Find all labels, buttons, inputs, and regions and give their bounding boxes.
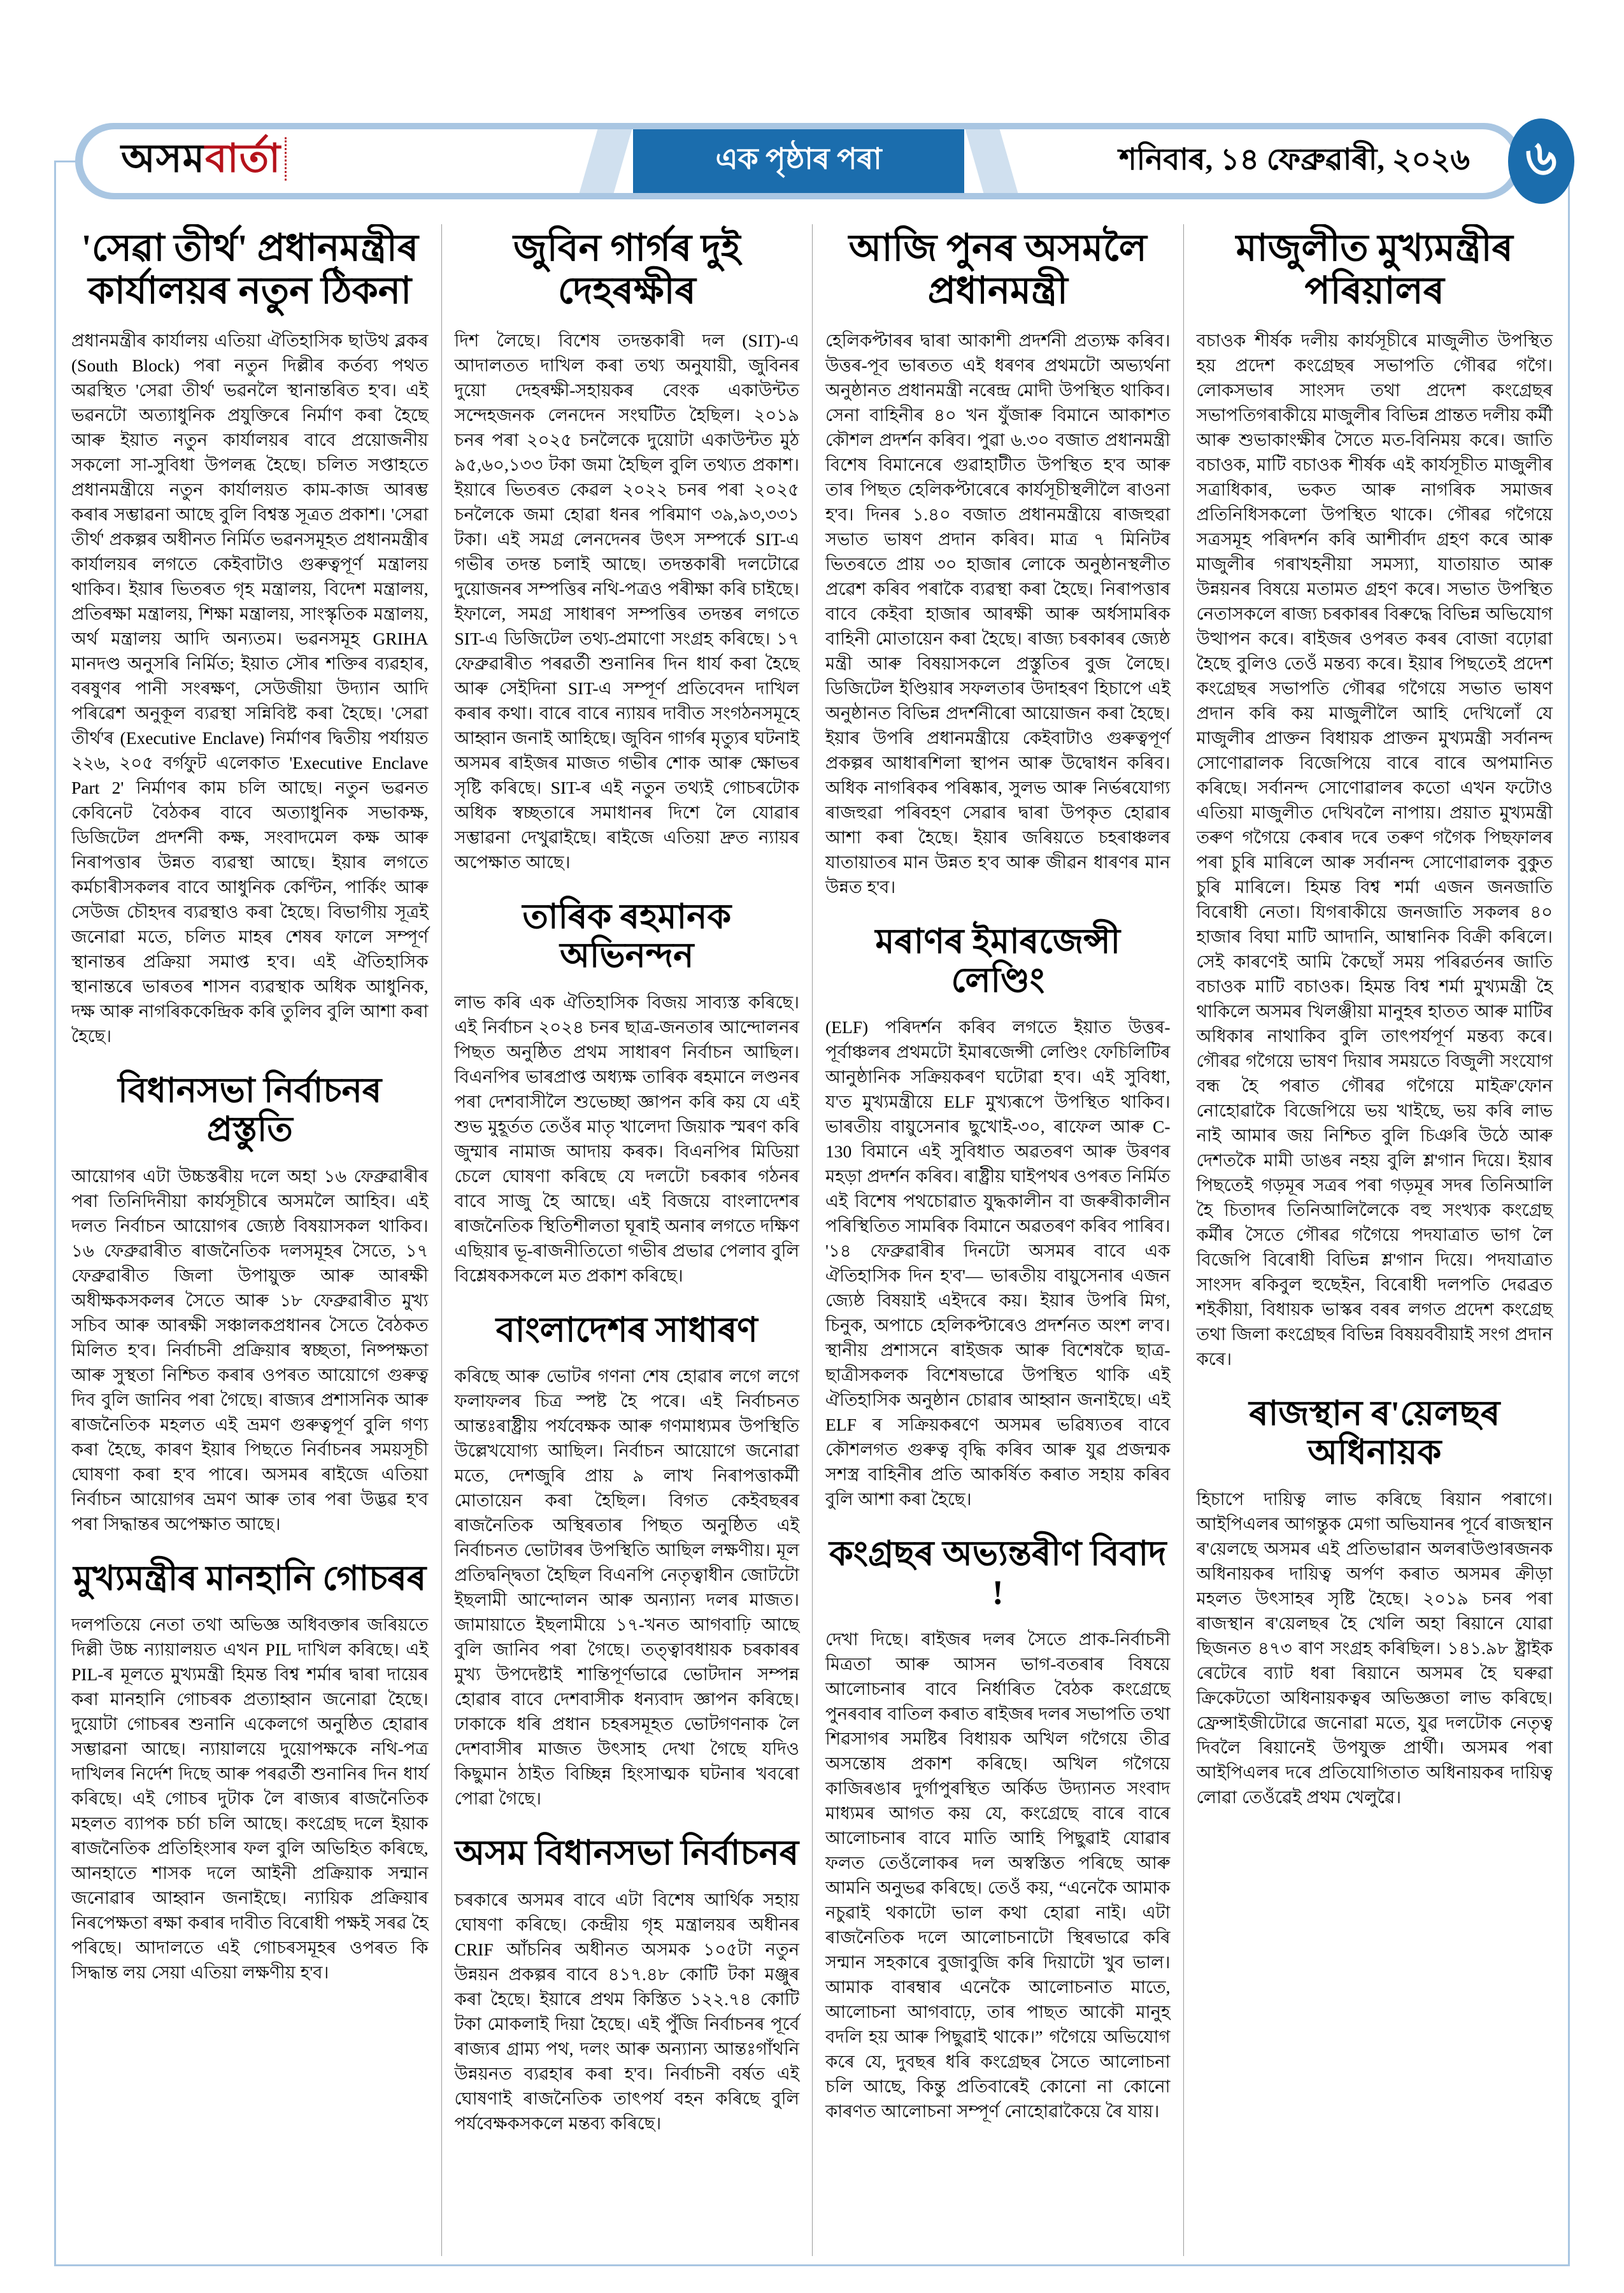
article-headline: তাৰিক ৰহমানক অভিনন্দন	[522, 897, 732, 975]
article-headline: অসম বিধানসভা নিৰ্বাচনৰ	[455, 1834, 799, 1873]
article-rajasthan-royals-captain	[1197, 1394, 1553, 1810]
article-moran-emergency-landing	[825, 922, 1171, 1511]
section-banner	[633, 129, 964, 193]
article-body: হেলিকপ্টাৰৰ দ্বাৰা আকাশী প্ৰদৰ্শনী প্ৰত্যক্ষ কৰিব। উত্তৰ-পূব ভাৰতত এই ধৰণৰ প্ৰথমটো অভ্যৰ্থনা অনুষ্ঠানত প্ৰধানমন্ত্ৰী নৰেন্দ্ৰ মোদী উপস্থিত থাকিব। সেনা বাহিনীৰ ৪০ খন যুঁজাৰু বিমানে আকাশত কৌশল প্ৰদৰ্শন কৰিব। পুৱা ৬.৩০ বজাত প্ৰধানমন্ত্ৰী বিশেষ বিমানেৰে গুৱাহাটীত উপস্থিত হ'ব আৰু তাৰ পিছত হেলিকপ্টাৰেৰে কাৰ্যসূচীস্থলীলৈ ৰাওনা হ'ব। দিনৰ ১.৪০ বজাত প্ৰধানমন্ত্ৰীয়ে ৰাজহুৱা সভাত ভাষণ প্ৰদান কৰিব। মাত্ৰ ৭ মিনিটৰ ভিতৰতে প্ৰায় ৩০ হাজাৰ লোকে অনুষ্ঠানস্থলীত প্ৰৱেশ কৰিব পৰাকৈ ব্যৱস্থা কৰা হৈছে। নিৰাপত্তাৰ বাবে কেইবা হাজাৰ আৰক্ষী আৰু অৰ্ধসামৰিক বাহিনী মোতায়েন কৰা হৈছে। ৰাজ্য চৰকাৰৰ জ্যেষ্ঠ মন্ত্ৰী আৰু বিষয়াসকলে প্ৰস্তুতিৰ বুজ লৈছে। ডিজিটেল ইণ্ডিয়াৰ সফলতাৰ উদাহৰণ হিচাপে এই অনুষ্ঠানত বিভিন্ন প্ৰদৰ্শনীৰো আয়োজন কৰা হৈছে। ইয়াৰ উপৰি প্ৰধানমন্ত্ৰীয়ে কেইবাটাও গুৰুত্বপূৰ্ণ প্ৰকল্পৰ আধাৰশিলা স্থাপন আৰু উদ্বোধন কৰিব। অধিক নাগৰিকৰ পৰিষ্কাৰ, সুলভ আৰু নিৰ্ভৰযোগ্য ৰাজহুৱা পৰিবহণ সেৱাৰ দ্বাৰা উপকৃত হোৱাৰ আশা কৰা হৈছে। ইয়াৰ জৰিয়তে চহৰাঞ্চলৰ যাতায়াতৰ মান উন্নত হ'ব আৰু জীৱন ধাৰণৰ মান উন্নত হ'ব।	[825, 330, 1171, 897]
masthead-black-text: অসম	[121, 137, 206, 181]
article-headline: মুখ্যমন্ত্ৰীৰ মানহানি গোচৰৰ	[73, 1559, 427, 1597]
article-cm-defamation-case	[71, 1559, 429, 1985]
article-election-preparation	[71, 1071, 429, 1536]
article-bangladesh-general	[455, 1311, 800, 1811]
article-headline: বাংলাদেশৰ সাধাৰণ	[495, 1310, 758, 1349]
article-headline: আজি পুনৰ অসমলৈ প্ৰধানমন্ত্ৰী	[848, 227, 1147, 312]
article-assam-assembly-election	[455, 1834, 800, 2136]
article-body: বচাওক শীৰ্ষক দলীয় কাৰ্যসূচীৰে মাজুলীত উপস্থিত হয় প্ৰদেশ কংগ্ৰেছৰ সভাপতি গৌৰৱ গগৈ। লোকসভাৰ সাংসদ তথা প্ৰদেশ কংগ্ৰেছৰ সভাপতিগৰাকীয়ে মাজুলীৰ বিভিন্ন প্ৰান্তত দলীয় কৰ্মী আৰু শুভাকাংক্ষীৰ সৈতে মত-বিনিময় কৰে। জাতি বচাওক, মাটি বচাওক শীৰ্ষক এই কাৰ্যসূচীত মাজুলীৰ সত্ৰাধিকাৰ, ভকত আৰু নাগৰিক সমাজৰ প্ৰতিনিধিসকলো উপস্থিত থাকে। গৌৰৱ গগৈয়ে সত্ৰসমূহ পৰিদৰ্শন কৰি আশীৰ্বাদ গ্ৰহণ কৰে আৰু মাজুলীৰ গৰাখহনীয়া সমস্যা, যাতায়াত আৰু উন্নয়নৰ বিষয়ে মতামত গ্ৰহণ কৰে। সভাত উপস্থিত নেতাসকলে ৰাজ্য চৰকাৰৰ বিৰুদ্ধে বিভিন্ন অভিযোগ উত্থাপন কৰে। ৰাইজৰ ওপৰত কৰৰ বোজা বঢ়োৱা হৈছে বুলিও তেওঁ মন্তব্য কৰে। ইয়াৰ পিছতেই প্ৰদেশ কংগ্ৰেছৰ সভাপতি গৌৰৱ গগৈয়ে সভাত ভাষণ প্ৰদান কৰি কয় মাজুলীলৈ আহি দেখিলোঁ যে মাজুলীৰ প্ৰাক্তন বিধায়ক প্ৰাক্তন মুখ্যমন্ত্ৰী সৰ্বানন্দ সোণোৱালক বিজেপিয়ে বাৰে বাৰে অপমানিত কৰিছে। সৰ্বানন্দ সোণোৱালৰ কতো এখন ফটোও এতিয়া মাজুলীত দেখিবলৈ নাপায়। প্ৰয়াত মুখ্যমন্ত্ৰী তৰুণ গগৈয়ে কেৰাৰ দৰে তৰুণ গগৈক পিছফালৰ পৰা চুৰি মাৰিলে আৰু সৰ্বানন্দ সোণোৱালক বুকুত চুৰি মাৰিলে। হিমন্ত বিশ্ব শৰ্মা এজন জনজাতি বিৰোধী নেতা। যিগৰাকীয়ে জনজাতি সকলৰ ৪০ হাজাৰ বিঘা মাটি আদানি, আম্বানিক বিক্ৰী কৰিলে। সেই কাৰণেই আমি কৈছোঁ সময় পৰিৱৰ্তনৰ জাতি বচাওক মাটি বচাওক। হিমন্ত বিশ্ব শৰ্মা মুখ্যমন্ত্ৰী হৈ থাকিলে অসমৰ খিলঞ্জীয়া মানুহৰ হাতত আৰু মাটিৰ অধিকাৰ নাথাকিব বুলি তাৎপৰ্যপূৰ্ণ মন্তব্য কৰে। গৌৰৱ গগৈয়ে ভাষণ দিয়াৰ সময়তে বিজুলী সংযোগ বন্ধ হৈ পৰাত গৌৰৱ গগৈয়ে মাইক্ৰ'ফোন নোহোৱাকৈ বিজেপিয়ে ভয় খাইছে, ভয় কৰি লাভ নাই আমাৰ জয় নিশ্চিত বুলি চিঞৰি উঠে আৰু দেশতকৈ মামী ডাঙৰ নহয় বুলি শ্ল'গান দিয়ে। ইয়াৰ পিছতেই গড়মূৰ সত্ৰৰ পৰা গড়মূৰ সদৰ তিনিআলি হৈ চিতাদৰ তিনিআলিলৈকে বহু সংখ্যক কংগ্ৰেছ কৰ্মীৰ সৈতে গৌৰৱ গগৈয়ে পদযাত্ৰাত ভাগ লৈ বিজেপি বিৰোধী বিভিন্ন শ্ল'গান দিয়ে। পদযাত্ৰাত সাংসদ ৰকিবুল হুছেইন, বিৰোধী দলপতি দেৱব্ৰত শইকীয়া, বিধায়ক ভাস্কৰ বৰৰ লগত প্ৰদেশ কংগ্ৰেছ তথা জিলা কংগ্ৰেছৰ বিভিন্ন বিষয়ববীয়াই সংগ প্ৰদান কৰে।	[1196, 330, 1553, 1369]
article-sewa-tirtha	[71, 227, 429, 1048]
column-3	[812, 224, 1183, 2256]
masthead-red-text: বাৰ্তা	[205, 138, 287, 181]
article-columns	[70, 224, 1554, 2256]
article-headline: ৰাজস্থান ৰ'য়েলছৰ অধিনায়ক	[1249, 1394, 1500, 1472]
article-headline: 'সেৱা তীৰ্থ' প্ৰধানমন্ত্ৰীৰ কাৰ্যালয়ৰ নতুন ঠিকনা	[81, 227, 418, 312]
article-headline: মাজুলীত মুখ্যমন্ত্ৰীৰ পৰিয়ালৰ	[1236, 227, 1513, 312]
article-zubeen-bodyguards	[455, 227, 800, 875]
page-number-badge	[1508, 118, 1574, 204]
article-headline: কংগ্ৰছৰ অভ্যন্তৰীণ বিবাদ !	[829, 1534, 1167, 1612]
article-body: (ELF) পৰিদৰ্শন কৰিব লগতে ইয়াত উত্তৰ-পূৰ্বাঞ্চলৰ প্ৰথমটো ইমাৰজেন্সী লেণ্ডিং ফেচিলিটিৰ আনুষ্ঠানিক সক্ৰিয়কৰণ ঘটোৱা হ'ব। এই সুবিধা, য'ত মুখ্যমন্ত্ৰীয়ে ELF মুখ্যৰূপে উপস্থিত থাকিব। ভাৰতীয় বায়ুসেনাৰ ছুখোই-৩০, ৰাফেল আৰু C-130 বিমানে এই সুবিধাত অৱতৰণ আৰু উৰণৰ মহড়া প্ৰদৰ্শন কৰিব। ৰাষ্ট্ৰীয় ঘাইপথৰ ওপৰত নিৰ্মিত এই বিশেষ পথচোৱাত যুদ্ধকালীন বা জৰুৰীকালীন পৰিস্থিতিত সামৰিক বিমানে অৱতৰণ কৰিব পাৰিব। '১৪ ফেব্ৰুৱাৰীৰ দিনটো অসমৰ বাবে এক ঐতিহাসিক দিন হ'ব'— ভাৰতীয় বায়ুসেনাৰ এজন জ্যেষ্ঠ বিষয়াই এইদৰে কয়। ইয়াৰ উপৰি মিগ, চিনুক, অপাচে হেলিকপ্টাৰেও প্ৰদৰ্শনত অংশ ল'ব। স্থানীয় প্ৰশাসনে ৰাইজক আৰু বিশেষকৈ ছাত্ৰ-ছাত্ৰীসকলক বিশেষভাৱে উপস্থিত থাকি এই ঐতিহাসিক অনুষ্ঠান চোৱাৰ আহ্বান জনাইছে। এই ELF ৰ সক্ৰিয়কৰণে অসমৰ ভৱিষ্যতৰ বাবে কৌশলগত গুৰুত্ব বৃদ্ধি কৰিব আৰু যুৱ প্ৰজন্মক সশস্ত্ৰ বাহিনীৰ প্ৰতি আকৰ্ষিত কৰাত সহায় কৰিব বুলি আশা কৰা হৈছে।	[825, 1017, 1171, 1509]
column-2	[441, 224, 813, 2256]
article-body: লাভ কৰি এক ঐতিহাসিক বিজয় সাব্যস্ত কৰিছে। এই নিৰ্বাচন ২০২৪ চনৰ ছাত্ৰ-জনতাৰ আন্দোলনৰ পিছত অনুষ্ঠিত প্ৰথম সাধাৰণ নিৰ্বাচন আছিল। বিএনপিৰ ভাৰপ্ৰাপ্ত অধ্যক্ষ তাৰিক ৰহমানে লণ্ডনৰ পৰা দেশবাসীলৈ শুভেচ্ছা জ্ঞাপন কৰি কয় যে এই শুভ মুহূৰ্তত তেওঁৰ মাতৃ খালেদা জিয়াক স্মৰণ কৰি জুম্মাৰ নামাজ আদায় কৰক। বিএনপিৰ মিডিয়া চেলে ঘোষণা কৰিছে যে দলটো চৰকাৰ গঠনৰ বাবে সাজু হৈ আছে। এই বিজয়ে বাংলাদেশৰ ৰাজনৈতিক স্থিতিশীলতা ঘূৰাই অনাৰ লগতে দক্ষিণ এছিয়াৰ ভূ-ৰাজনীতিতো গভীৰ প্ৰভাৱ পেলাব বুলি বিশ্লেষকসকলে মত প্ৰকাশ কৰিছে।	[454, 992, 799, 1285]
article-body: দিশ লৈছে। বিশেষ তদন্তকাৰী দল (SIT)-এ আদালতত দাখিল কৰা তথ্য অনুযায়ী, জুবিনৰ দুয়ো দেহৰক্ষী-সহায়কৰ বেংক একাউন্টত সন্দেহজনক লেনদেন সংঘটিত হৈছিল। ২০১৯ চনৰ পৰা ২০২৫ চনলৈকে দুয়োটা একাউন্টত মুঠ ৯৫,৬০,১৩৩ টকা জমা হৈছিল বুলি তথ্যত প্ৰকাশ। ইয়াৰে ভিতৰত কেৱল ২০২২ চনৰ পৰা ২০২৫ চনলৈকে জমা হোৱা ধনৰ পৰিমাণ ৩৯,৯৩,৩৩১ টকা। এই সমগ্ৰ লেনদেনৰ উৎস সম্পৰ্কে SIT-এ গভীৰ তদন্ত চলাই আছে। তদন্তকাৰী দলটোৱে দুয়োজনৰ সম্পত্তিৰ নথি-পত্ৰও পৰীক্ষা কৰি চাইছে। ইফালে, সমগ্ৰ সাধাৰণ সম্পত্তিৰ তদন্তৰ লগতে SIT-এ ডিজিটেল তথ্য-প্ৰমাণো সংগ্ৰহ কৰিছে। ১৭ ফেব্ৰুৱাৰীত পৰৱৰ্তী শুনানিৰ দিন ধাৰ্য কৰা হৈছে আৰু সেইদিনা SIT-এ সম্পূৰ্ণ প্ৰতিবেদন দাখিল কৰাৰ কথা। বাৰে বাৰে ন্যায়ৰ দাবীত সংগঠনসমূহে আহ্বান জনাই আহিছে। জুবিন গাৰ্গৰ মৃত্যুৰ ঘটনাই অসমৰ ৰাইজৰ মাজত গভীৰ শোক আৰু ক্ষোভৰ সৃষ্টি কৰিছে। SIT-ৰ এই নতুন তথ্যই গোচৰটোক অধিক স্বচ্ছতাৰে সমাধানৰ দিশে লৈ যোৱাৰ সম্ভাৱনা দেখুৱাইছে। ৰাইজে এতিয়া দ্ৰুত ন্যায়ৰ অপেক্ষাত আছে।	[454, 330, 799, 872]
page-header	[75, 123, 1522, 199]
banner-right-notch	[964, 129, 1019, 193]
article-congress-internal-dispute	[825, 1534, 1171, 2124]
article-headline: মৰাণৰ ইমাৰজেন্সী লেণ্ডিং	[875, 922, 1121, 1000]
section-banner-label: এক পৃষ্ঠাৰ পৰা	[715, 143, 882, 175]
article-body: আয়োগৰ এটা উচ্চস্তৰীয় দলে অহা ১৬ ফেব্ৰুৱাৰীৰ পৰা তিনিদিনীয়া কাৰ্যসূচীৰে অসমলৈ আহিব। এই দলত নিৰ্বাচন আয়োগৰ জ্যেষ্ঠ বিষয়াসকল থাকিব। ১৬ ফেব্ৰুৱাৰীত ৰাজনৈতিক দলসমূহৰ সৈতে, ১৭ ফেব্ৰুৱাৰীত জিলা উপায়ুক্ত আৰু আৰক্ষী অধীক্ষকসকলৰ সৈতে আৰু ১৮ ফেব্ৰুৱাৰীত মুখ্য সচিব আৰু আৰক্ষী সঞ্চালকপ্ৰধানৰ সৈতে বৈঠকত মিলিত হ'ব। নিৰ্বাচনী প্ৰক্ৰিয়াৰ স্বচ্ছতা, নিষ্পক্ষতা আৰু সুস্থতা নিশ্চিত কৰাৰ ওপৰত আয়োগে গুৰুত্ব দিব বুলি জানিব পৰা গৈছে। ৰাজ্যৰ প্ৰশাসনিক আৰু ৰাজনৈতিক মহলত এই ভ্ৰমণ গুৰুত্বপূৰ্ণ বুলি গণ্য কৰা হৈছে, কাৰণ ইয়াৰ পিছতে নিৰ্বাচনৰ সময়সূচী ঘোষণা কৰা হ'ব পাৰে। অসমৰ ৰাইজে এতিয়া নিৰ্বাচন আয়োগৰ ভ্ৰমণ আৰু তাৰ পৰা উদ্ভৱ হ'ব পৰা সিদ্ধান্তৰ অপেক্ষাত আছে।	[71, 1166, 429, 1534]
article-majuli-cm-family	[1197, 227, 1553, 1371]
article-body: দলপতিয়ে নেতা তথা অভিজ্ঞ অধিবক্তাৰ জৰিয়তে দিল্লী উচ্চ ন্যায়ালয়ত এখন PIL দাখিল কৰিছে। এই PIL-ৰ মূলতে মুখ্যমন্ত্ৰী হিমন্ত বিশ্ব শৰ্মাৰ দ্বাৰা দায়েৰ কৰা মানহানি গোচৰক প্ৰত্যাহ্বান জনোৱা হৈছে। দুয়োটা গোচৰৰ শুনানি একেলগে অনুষ্ঠিত হোৱাৰ সম্ভাৱনা আছে। ন্যায়ালয়ে দুয়োপক্ষকে নথি-পত্ৰ দাখিলৰ নিৰ্দেশ দিছে আৰু পৰৱৰ্তী শুনানিৰ দিন ধাৰ্য কৰিছে। এই গোচৰ দুটাক লৈ ৰাজ্যৰ ৰাজনৈতিক মহলত ব্যাপক চৰ্চা চলি আছে। কংগ্ৰেছ দলে ইয়াক ৰাজনৈতিক প্ৰতিহিংসাৰ ফল বুলি অভিহিত কৰিছে, আনহাতে শাসক দলে আইনী প্ৰক্ৰিয়াক সন্মান জনোৱাৰ আহ্বান জনাইছে। ন্যায়িক প্ৰক্ৰিয়াৰ নিৰপেক্ষতা ৰক্ষা কৰাৰ দাবীত বিৰোধী পক্ষই সৰৱ হৈ পৰিছে। আদালতে এই গোচৰসমূহৰ ওপৰত কি সিদ্ধান্ত লয় সেয়া এতিয়া লক্ষণীয় হ'ব।	[71, 1615, 429, 1983]
article-headline: বিধানসভা নিৰ্বাচনৰ প্ৰস্তুতি	[118, 1071, 382, 1149]
article-body: প্ৰধানমন্ত্ৰীৰ কাৰ্যালয় এতিয়া ঐতিহাসিক ছাউথ ব্লকৰ (South Block) পৰা নতুন দিল্লীৰ কৰ্তব্য পথত অৱস্থিত 'সেৱা তীৰ্থ' ভৱনলৈ স্থানান্তৰিত হ'ব। এই ভৱনটো অত্যাধুনিক প্ৰযুক্তিৰে নিৰ্মাণ কৰা হৈছে আৰু ইয়াত নতুন কাৰ্যালয়ৰ বাবে প্ৰয়োজনীয় সকলো সা-সুবিধা উপলব্ধ হৈছে। চলিত সপ্তাহতে প্ৰধানমন্ত্ৰীয়ে নতুন কাৰ্যালয়ত কাম-কাজ আৰম্ভ কৰাৰ সম্ভাৱনা আছে বুলি বিশ্বস্ত সূত্ৰত প্ৰকাশ। 'সেৱা তীৰ্থ' প্ৰকল্পৰ অধীনত নিৰ্মিত ভৱনসমূহত প্ৰধানমন্ত্ৰীৰ কাৰ্যালয়ৰ লগতে কেইবাটাও গুৰুত্বপূৰ্ণ মন্ত্ৰালয় থাকিব। ইয়াৰ ভিতৰত গৃহ মন্ত্ৰালয়, বিদেশ মন্ত্ৰালয়, প্ৰতিৰক্ষা মন্ত্ৰালয়, শিক্ষা মন্ত্ৰালয়, সাংস্কৃতিক মন্ত্ৰালয়, অৰ্থ মন্ত্ৰালয় আদি অন্যতম। ভৱনসমূহ GRIHA মানদণ্ড অনুসৰি নিৰ্মিত; ইয়াত সৌৰ শক্তিৰ ব্যৱহাৰ, বৰষুণৰ পানী সংৰক্ষণ, সেউজীয়া উদ্যান আদি পৰিৱেশ অনুকূল ব্যৱস্থা সন্নিবিষ্ট কৰা হৈছে। 'সেৱা তীৰ্থ'ৰ (Executive Enclave) নিৰ্মাণৰ দ্বিতীয় পৰ্যায়ত ২২৬, ২০৫ বৰ্গফুট এলেকাত 'Executive Enclave Part 2' নিৰ্মাণৰ কাম চলি আছে। নতুন ভৱনত কেবিনেট বৈঠকৰ বাবে অত্যাধুনিক সভাকক্ষ, ডিজিটেল প্ৰদৰ্শনী কক্ষ, সংবাদমেল কক্ষ আৰু নিৰাপত্তাৰ উন্নত ব্যৱস্থা আছে। ইয়াৰ লগতে কৰ্মচাৰীসকলৰ বাবে আধুনিক কেণ্টিন, পাৰ্কিং আৰু সেউজ চৌহদৰ ব্যৱস্থাও কৰা হৈছে। বিভাগীয় সূত্ৰই জনোৱা মতে, চলিত মাহৰ শেষৰ ফালে সম্পূৰ্ণ স্থানান্তৰ প্ৰক্ৰিয়া সমাপ্ত হ'ব। এই ঐতিহাসিক স্থানান্তৰে ভাৰতৰ শাসন ব্যৱস্থাক অধিক আধুনিক, দক্ষ আৰু নাগৰিককেন্দ্ৰিক কৰি তুলিব বুলি আশা কৰা হৈছে।	[71, 330, 429, 1046]
date-text: শনিবাৰ, ১৪ ফেব্ৰুৱাৰী, ২০২৬	[1118, 143, 1470, 176]
article-body: হিচাপে দায়িত্ব লাভ কৰিছে ৰিয়ান পৰাগে। আইপিএলৰ আগন্তুক মেগা অভিযানৰ পূৰ্বে ৰাজস্থান ৰ'য়েলছে অসমৰ এই প্ৰতিভাৱান অলৰাউণ্ডাৰজনক অধিনায়কৰ দায়িত্ব অৰ্পণ কৰাত অসমৰ ক্ৰীড়া মহলত উৎসাহৰ সৃষ্টি হৈছে। ২০১৯ চনৰ পৰা ৰাজস্থান ৰ'য়েলছৰ হৈ খেলি অহা ৰিয়ানে যোৱা ছিজনত ৪৭৩ ৰাণ সংগ্ৰহ কৰিছিল। ১৪১.৯৮ ষ্ট্ৰাইক ৰেটেৰে ব্যাট ধৰা ৰিয়ানে অসমৰ হৈ ঘৰুৱা ক্ৰিকেটতো অধিনায়কত্বৰ অভিজ্ঞতা লাভ কৰিছে। ফ্ৰেন্সাইজীটোৱে জনোৱা মতে, যুৱ দলটোক নেতৃত্ব দিবলৈ ৰিয়ানেই উপযুক্ত প্ৰাৰ্থী। অসমৰ পৰা আইপিএলৰ দৰে প্ৰতিযোগিতাত অধিনায়কৰ দায়িত্ব লোৱা তেওঁৱেই প্ৰথম খেলুৱৈ।	[1196, 1489, 1553, 1807]
article-body: চৰকাৰে অসমৰ বাবে এটা বিশেষ আৰ্থিক সহায় ঘোষণা কৰিছে। কেন্দ্ৰীয় গৃহ মন্ত্ৰালয়ৰ অধীনৰ CRIF আঁচনিৰ অধীনত অসমক ১০৫টা নতুন উন্নয়ন প্ৰকল্পৰ বাবে ৪১৭.৪৮ কোটি টকা মঞ্জুৰ কৰা হৈছে। ইয়াৰে প্ৰথম কিস্তিত ১২২.৭৪ কোটি টকা মোকলাই দিয়া হৈছে। এই পুঁজি নিৰ্বাচনৰ পূৰ্বে ৰাজ্যৰ গ্ৰাম্য পথ, দলং আৰু অন্যান্য আন্তঃগাঁথনি উন্নয়নত ব্যৱহাৰ কৰা হ'ব। নিৰ্বাচনী বৰ্ষত এই ঘোষণাই ৰাজনৈতিক তাৎপৰ্য বহন কৰিছে বুলি পৰ্যবেক্ষকসকলে মন্তব্য কৰিছে।	[454, 1889, 799, 2133]
article-body: কৰিছে আৰু ভোটৰ গণনা শেষ হোৱাৰ লগে লগে ফলাফলৰ চিত্ৰ স্পষ্ট হৈ পৰে। এই নিৰ্বাচনত আন্তঃৰাষ্ট্ৰীয় পৰ্যবেক্ষক আৰু গণমাধ্যমৰ উপস্থিতি উল্লেখযোগ্য আছিল। নিৰ্বাচন আয়োগে জনোৱা মতে, দেশজুৰি প্ৰায় ৯ লাখ নিৰাপত্তাকৰ্মী মোতায়েন কৰা হৈছিল। বিগত কেইবছৰৰ ৰাজনৈতিক অস্থিৰতাৰ পিছত অনুষ্ঠিত এই নিৰ্বাচনত ভোটাৰৰ উপস্থিতি আছিল লক্ষণীয়। মূল প্ৰতিদ্বন্দ্বিতা হৈছিল বিএনপি নেতৃত্বাধীন জোটটো ইছলামী আন্দোলন আৰু অন্যান্য দলৰ মাজত। জামায়াতে ইছলামীয়ে ১৭-খনত আগবাঢ়ি আছে বুলি জানিব পৰা গৈছে। তত্ত্বাবধায়ক চৰকাৰৰ মুখ্য উপদেষ্টাই শান্তিপূৰ্ণভাৱে ভোটদান সম্পন্ন হোৱাৰ বাবে দেশবাসীক ধন্যবাদ জ্ঞাপন কৰিছে। ঢাকাকে ধৰি প্ৰধান চহৰসমূহত ভোটগণনাক লৈ দেশবাসীৰ মাজত উৎসাহ দেখা গৈছে যদিও কিছুমান ঠাইত বিচ্ছিন্ন হিংসাত্মক ঘটনাৰ খবৰো পোৱা গৈছে।	[454, 1366, 799, 1809]
article-pm-assam-visit	[825, 227, 1171, 899]
page-number: ৬	[1525, 131, 1557, 185]
column-4	[1183, 224, 1555, 2256]
article-tarique-rahman	[455, 897, 800, 1288]
article-body: দেখা দিছে। ৰাইজৰ দলৰ সৈতে প্ৰাক-নিৰ্বাচনী মিত্ৰতা আৰু আসন ভাগ-বতৰাৰ বিষয়ে আলোচনাৰ বাবে নিৰ্ধাৰিত বৈঠক কংগ্ৰেছে পুনৰবাৰ বাতিল কৰাত ৰাইজৰ দলৰ সভাপতি তথা শিৱসাগৰ সমষ্টিৰ বিধায়ক অখিল গগৈয়ে তীব্ৰ অসন্তোষ প্ৰকাশ কৰিছে। অখিল গগৈয়ে কাজিৰঙাৰ দুৰ্গাপুৰস্থিত অৰ্কিড উদ্যানত সংবাদ মাধ্যমৰ আগত কয় যে, কংগ্ৰেছে বাৰে বাৰে আলোচনাৰ বাবে মাতি আহি পিছুৱাই যোৱাৰ ফলত তেওঁলোকৰ দল অস্বস্তিত পৰিছে আৰু আমনি অনুভৱ কৰিছে। তেওঁ কয়, “এনেকৈ আমাক নচুৱাই থকাটো ভাল কথা হোৱা নাই। এটা ৰাজনৈতিক দলে আলোচনাটো স্থিৰভাৱে কৰি সন্মান সহকাৰে বুজাবুজি কৰি দিয়াটো খুব ভাল। আমাক বাৰম্বাৰ এনেকৈ আলোচনাত মাতে, আলোচনা আগবাঢ়ে, তাৰ পাছত আকৌ মানুহ বদলি হয় আৰু পিছুৱাই থাকে।” গগৈয়ে অভিযোগ কৰে যে, দুবছৰ ধৰি কংগ্ৰেছৰ সৈতে আলোচনা চলি আছে, কিন্তু প্ৰতিবাৰেই কোনো না কোনো কাৰণত আলোচনা সম্পূৰ্ণ নোহোৱাকৈয়ে ৰৈ যায়।	[825, 1629, 1171, 2121]
header-strip	[83, 129, 1514, 193]
article-headline: জুবিন গাৰ্গৰ দুই দেহৰক্ষীৰ	[513, 227, 741, 312]
masthead-logo	[121, 129, 287, 193]
column-1	[70, 224, 441, 2256]
banner-left-notch	[578, 129, 633, 193]
